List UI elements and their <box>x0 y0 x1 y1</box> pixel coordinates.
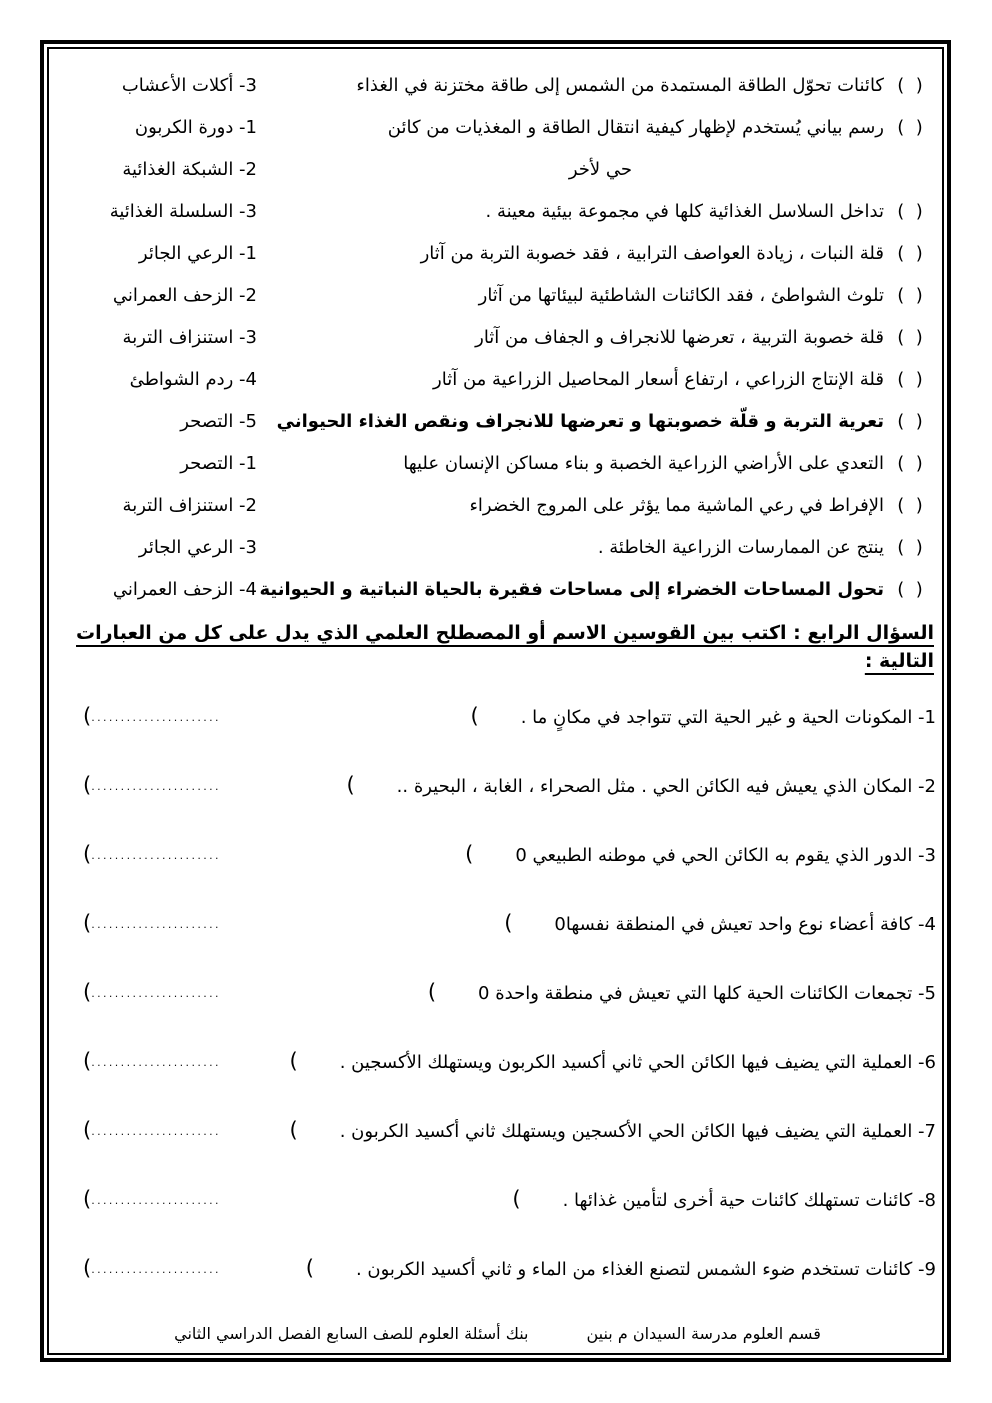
option-text: 3- استنزاف التربة <box>122 327 257 348</box>
blank-paren: ( <box>83 1049 92 1073</box>
statement-text: ينتج عن الممارسات الزراعية الخاطئة . <box>597 537 884 558</box>
option-text: 2- الشبكة الغذائية <box>122 159 257 180</box>
option-text: 2- استنزاف التربة <box>122 495 257 516</box>
option-text: 4- ردم الشواطئ <box>129 369 257 390</box>
page-inner-frame <box>47 47 944 1355</box>
option-text: 1- الرعي الجائر <box>138 243 257 264</box>
answer-parentheses: ( ) <box>897 495 923 516</box>
statement-text: قلة الإنتاج الزراعي ، ارتفاع أسعار المحاصيل الزراعية من آثار <box>433 369 884 390</box>
matching-row <box>59 535 936 561</box>
answer-parentheses: ( ) <box>897 327 923 348</box>
matching-row <box>59 367 936 393</box>
statement-text: حي لأخر <box>568 159 632 180</box>
matching-row <box>59 157 936 183</box>
term-question-row <box>59 1255 936 1283</box>
term-question-row <box>59 1048 936 1076</box>
open-paren: ( <box>470 704 479 728</box>
blank-dots: ...................... <box>91 1125 221 1138</box>
open-paren: ( <box>289 1118 298 1142</box>
question-text: 9- كائنات تستخدم ضوء الشمس لتصنع الغذاء من الماء و ثاني أكسيد الكربون . <box>355 1259 936 1280</box>
blank-paren: ( <box>83 1256 92 1280</box>
matching-row <box>59 577 936 603</box>
blank-paren: ( <box>83 911 92 935</box>
statement-text: تداخل السلاسل الغذائية كلها في مجموعة بيئية معينة . <box>485 201 884 222</box>
term-question-row <box>59 910 936 938</box>
answer-parentheses: ( ) <box>897 117 923 138</box>
question-text: 1- المكونات الحية و غير الحية التي تتواجد في مكانٍ ما . <box>520 707 936 728</box>
statement-text: الإفراط في رعي الماشية مما يؤثر على المروج الخضراء <box>469 495 884 516</box>
blank-dots: ...................... <box>91 1263 221 1276</box>
question-text: 7- العملية التي يضيف فيها الكائن الحي الأكسجين ويستهلك ثاني أكسيد الكربون . <box>339 1121 936 1142</box>
open-paren: ( <box>289 1049 298 1073</box>
blank-paren: ( <box>83 842 92 866</box>
statement-text: تعرية التربة و قلّة خصوبتها و تعرضها للانجراف ونقص الغذاء الحيواني <box>276 411 884 432</box>
answer-parentheses: ( ) <box>897 369 923 390</box>
page-border-frame <box>40 40 951 1362</box>
question-text: 2- المكان الذي يعيش فيه الكائن الحي . مثل الصحراء ، الغابة ، البحيرة .. <box>396 776 936 797</box>
matching-row <box>59 283 936 309</box>
answer-parentheses: ( ) <box>897 411 923 432</box>
question-text: 6- العملية التي يضيف فيها الكائن الحي ثاني أكسيد الكربون ويستهلك الأكسجين . <box>339 1052 936 1073</box>
question-4-section <box>59 703 936 1283</box>
answer-parentheses: ( ) <box>897 75 923 96</box>
answer-blank <box>83 841 221 869</box>
blank-dots: ...................... <box>91 780 221 793</box>
answer-blank <box>83 1048 221 1076</box>
blank-dots: ...................... <box>91 849 221 862</box>
blank-dots: ...................... <box>91 711 221 724</box>
matching-row <box>59 199 936 225</box>
answer-blank <box>83 772 221 800</box>
footer-department: قسم العلوم مدرسة السيدان م بنين <box>586 1324 821 1343</box>
answer-blank <box>83 703 221 731</box>
open-paren: ( <box>427 980 437 1004</box>
answer-parentheses: ( ) <box>897 453 923 474</box>
matching-row <box>59 493 936 519</box>
blank-dots: ...................... <box>91 918 221 931</box>
question-4-title: السؤال الرابع : اكتب بين القوسين الاسم أو المصطلح العلمي الذي يدل على كل من العبارات التالية : <box>76 622 934 672</box>
answer-parentheses: ( ) <box>897 285 923 306</box>
matching-section <box>59 73 936 603</box>
option-text: 2- الزحف العمراني <box>112 285 257 306</box>
blank-paren: ( <box>83 1118 92 1142</box>
term-question-row <box>59 1186 936 1214</box>
open-paren: ( <box>512 1187 521 1211</box>
option-text: 3- الرعي الجائر <box>138 537 257 558</box>
blank-paren: ( <box>83 1187 92 1211</box>
matching-row <box>59 73 936 99</box>
blank-paren: ( <box>83 980 92 1004</box>
answer-blank <box>83 910 221 938</box>
blank-dots: ...................... <box>91 987 221 1000</box>
term-question-row <box>59 1117 936 1145</box>
option-text: 4- الزحف العمراني <box>112 579 257 600</box>
option-text: 5- التصحر <box>180 411 257 432</box>
answer-parentheses: ( ) <box>897 201 923 222</box>
blank-paren: ( <box>83 773 92 797</box>
answer-blank <box>83 1255 221 1283</box>
statement-text: التعدي على الأراضي الزراعية الخصبة و بناء مساكن الإنسان عليها <box>403 453 884 474</box>
answer-parentheses: ( ) <box>897 537 923 558</box>
open-paren: ( <box>346 773 355 797</box>
option-text: 3- السلسلة الغذائية <box>109 201 257 222</box>
page-footer <box>59 1324 936 1343</box>
answer-parentheses: ( ) <box>897 243 923 264</box>
statement-text: رسم بياني يُستخدم لإظهار كيفية انتقال الطاقة و المغذيات من كائن <box>387 117 884 138</box>
term-question-row <box>59 841 936 869</box>
footer-question-bank: بنك أسئلة العلوم للصف السابع الفصل الدراسي الثاني <box>174 1324 529 1343</box>
question-text: 3- الدور الذي يقوم به الكائن الحي في موطنه الطبيعي 0 <box>515 845 936 866</box>
statement-text: تحول المساحات الخضراء إلى مساحات فقيرة بالحياة النباتية و الحيوانية <box>259 579 884 600</box>
statement-text: قلة النبات ، زيادة العواصف الترابية ، فقد خصوبة التربة من آثار <box>420 243 884 264</box>
term-question-row <box>59 979 936 1007</box>
matching-row <box>59 115 936 141</box>
blank-dots: ...................... <box>91 1194 221 1207</box>
statement-text: قلة خصوبة التربية ، تعرضها للانجراف و الجفاف من آثار <box>475 327 884 348</box>
open-paren: ( <box>504 911 513 935</box>
term-question-row <box>59 772 936 800</box>
option-text: 1- دورة الكربون <box>134 117 257 138</box>
answer-blank <box>83 1186 221 1214</box>
answer-parentheses: ( ) <box>897 579 923 600</box>
matching-row <box>59 241 936 267</box>
option-text: 1- التصحر <box>180 453 257 474</box>
matching-row <box>59 325 936 351</box>
blank-paren: ( <box>83 704 92 728</box>
matching-row <box>59 451 936 477</box>
open-paren: ( <box>305 1256 314 1280</box>
question-text: 8- كائنات تستهلك كائنات حية أخرى لتأمين غذائها . <box>562 1190 936 1211</box>
blank-dots: ...................... <box>91 1056 221 1069</box>
statement-text: تلوث الشواطئ ، فقد الكائنات الشاطئية لبيئاتها من آثار <box>478 285 884 306</box>
question-text: 5- تجمعات الكائنات الحية كلها التي تعيش في منطقة واحدة 0 <box>478 983 936 1004</box>
answer-blank <box>83 979 221 1007</box>
term-question-row <box>59 703 936 731</box>
open-paren: ( <box>465 842 474 866</box>
question-text: 4- كافة أعضاء نوع واحد تعيش في المنطقة نفسها0 <box>554 914 936 935</box>
answer-blank <box>83 1117 221 1145</box>
option-text: 3- أكلات الأعشاب <box>121 75 257 96</box>
statement-text: كائنات تحوّل الطاقة المستمدة من الشمس إلى طاقة مختزنة في الغذاء <box>356 75 884 96</box>
matching-row <box>59 409 936 435</box>
